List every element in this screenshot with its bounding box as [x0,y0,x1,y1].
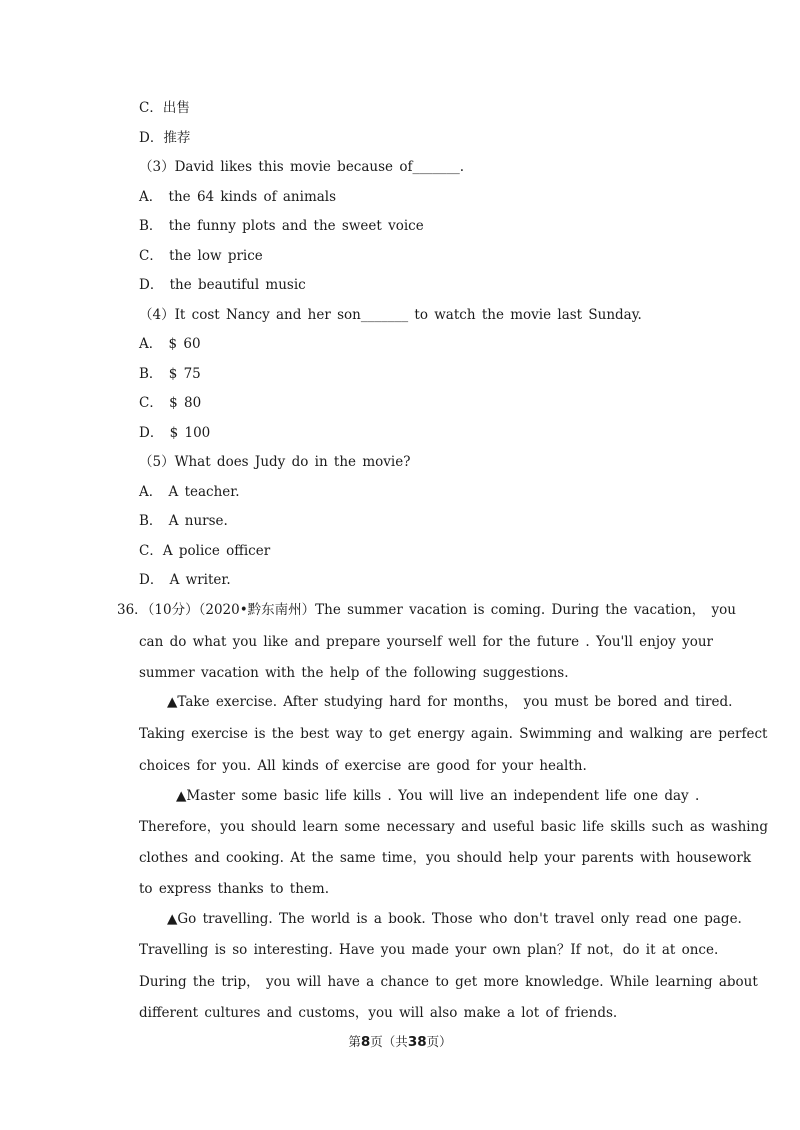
paragraph-line: Therefore，you should learn some necessary and useful basic life skills such as washing [139,819,768,835]
paragraph-line: to express thanks to them. [139,881,329,897]
q36-intro-line: can do what you like and prepare yourself well for the future . You'll enjoy your [139,634,714,650]
q2-option-d: D．推荐 [139,130,191,146]
q3-option-a: A． the 64 kinds of animals [139,189,337,205]
footer-suffix: 页） [426,1034,452,1049]
suggestion-exercise: ▲Take exercise. After studying hard for months， you must be bored and tired. [167,694,733,710]
suggestion-travelling: ▲Go travelling. The world is a book. Those who don't travel only read one page. [167,911,742,927]
paragraph-line: Travelling is so interesting. Have you made your own plan？If not，do it at once. [139,942,719,958]
q4-option-d: D． $ 100 [139,425,211,441]
page-footer [0,1032,800,1050]
page-number: 8 [360,1034,371,1050]
q3-stem: （3）David likes this movie because of_______. [139,159,464,175]
q3-option-d: D． the beautiful music [139,277,306,293]
q4-stem: （4）It cost Nancy and her son_______ to watch the movie last Sunday. [139,307,642,323]
paragraph-line: Taking exercise is the best way to get energy again. Swimming and walking are perfect [139,726,768,742]
q5-stem: （5）What does Judy do in the movie? [139,454,411,470]
suggestion-life-skills: ▲Master some basic life kills . You will live an independent life one day . [176,788,700,804]
q3-option-c: C． the low price [139,248,263,264]
paragraph-line: choices for you. All kinds of exercise are good for your health. [139,758,587,774]
footer-prefix: 第 [348,1034,361,1049]
q4-option-c: C． $ 80 [139,395,202,411]
q5-option-a: A． A teacher. [139,484,240,500]
q5-option-c: C．A police officer [139,543,271,559]
q36-header: 36．（10分）（2020•黔东南州）The summer vacation is coming. During the vacation， you [117,602,736,618]
q2-option-c: C．出售 [139,100,190,116]
paragraph-line: clothes and cooking. At the same time，you should help your parents with housework [139,850,752,866]
q5-option-d: D． A writer. [139,572,231,588]
page-total: 38 [407,1034,427,1050]
paragraph-line: different cultures and customs，you will also make a lot of friends. [139,1005,618,1021]
q4-option-b: B． $ 75 [139,366,201,382]
paragraph-line: During the trip， you will have a chance to get more knowledge. While learning about [139,974,758,990]
q5-option-b: B． A nurse. [139,513,228,529]
q36-intro-line: summer vacation with the help of the following suggestions. [139,665,569,681]
q4-option-a: A． $ 60 [139,336,201,352]
footer-middle: 页（共 [370,1034,408,1049]
q3-option-b: B． the funny plots and the sweet voice [139,218,424,234]
